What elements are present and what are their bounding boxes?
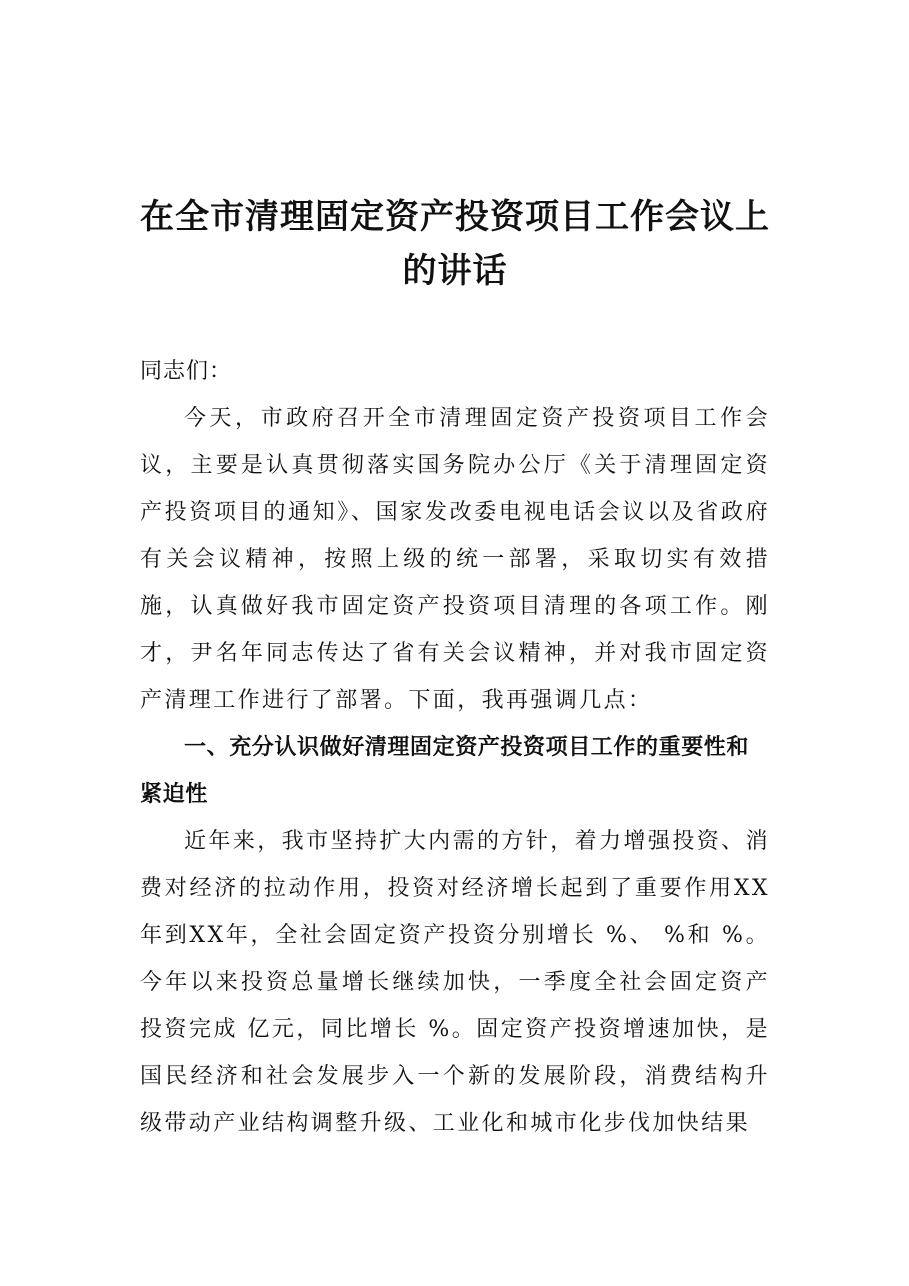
document-body [140,348,770,1147]
document-title: 在全市清理固定资产投资项目工作会议上的讲话 [140,197,770,291]
salutation: 同志们： [140,359,233,384]
section-1-paragraph: 近年来，我市坚持扩大内需的方针，着力增强投资、消费对经济的拉动作用，投资对经济增长起到了重要作用XX年到XX年，全社会固定资产投资分别增长 %、 %和 %。今年以来投资总量增长继续加快，一季度全社会固定资产投资完成 亿元，同比增长 %。固定资产投资增速加快，是国民经济和社会发展步入一个新的发展阶段，消费结构升级带动产业结构调整升级、工业化和城市化步伐加快结果 [140,829,770,1136]
section-heading-1: 一、充分认识做好清理固定资产投资项目工作的重要性和紧迫性 [140,735,750,807]
intro-paragraph: 今天，市政府召开全市清理固定资产投资项目工作会议，主要是认真贯彻落实国务院办公厅《关于清理固定资产投资项目的通知》、国家发改委电视电话会议以及省政府有关会议精神，按照上级的统一部署，采取切实有效措施，认真做好我市固定资产投资项目清理的各项工作。刚才，尹名年同志传达了省有关会议精神，并对我市固定资产清理工作进行了部署。下面，我再强调几点： [140,406,770,713]
